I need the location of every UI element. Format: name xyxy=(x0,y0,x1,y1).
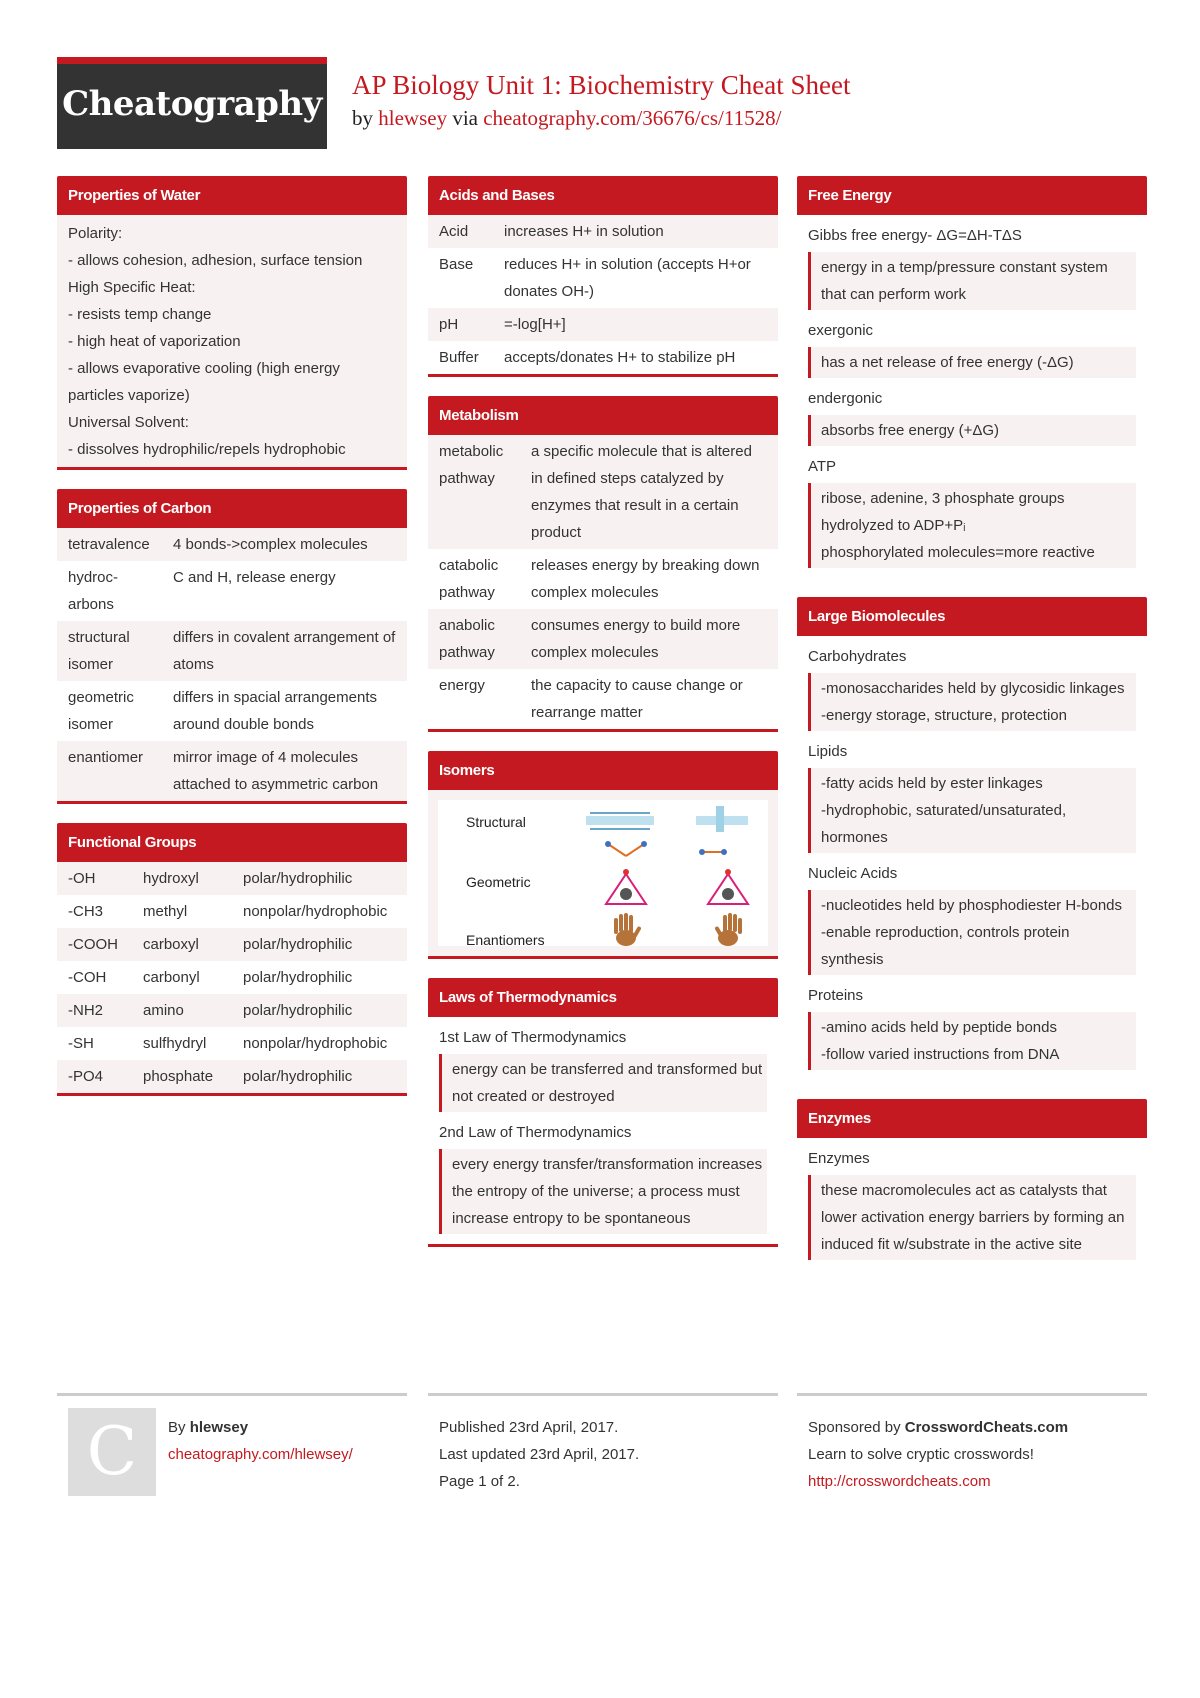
definition-line: energy in a temp/pressure constant system that can perform work xyxy=(821,259,1108,303)
term: catabolic pathway xyxy=(428,549,520,609)
footer-by: By xyxy=(168,1419,186,1436)
group-name: amino xyxy=(132,994,232,1027)
column-3 xyxy=(797,176,1147,1289)
isomers-figure xyxy=(428,790,778,956)
updated-date: Last updated 23rd April, 2017. xyxy=(439,1446,640,1463)
isomers-diagram xyxy=(438,800,768,946)
formula: -OH xyxy=(57,862,132,895)
sheet-url-link[interactable]: cheatography.com/36676/cs/11528/ xyxy=(483,106,782,130)
water-line: High Specific Heat: xyxy=(68,279,196,296)
formula: -SH xyxy=(57,1027,132,1060)
term: energy xyxy=(428,669,520,729)
definition: a specific molecule that is altered in defined steps catalyzed by enzymes that result in a certain product xyxy=(520,435,778,549)
definition xyxy=(808,415,1136,446)
free-energy-body xyxy=(797,215,1147,578)
definition: differs in covalent arrangement of atoms xyxy=(162,621,407,681)
table-row xyxy=(428,308,778,341)
group-name: phosphate xyxy=(132,1060,232,1093)
group-name: methyl xyxy=(132,895,232,928)
biomolecules-body xyxy=(797,636,1147,1080)
water-line: - allows cohesion, adhesion, surface tension xyxy=(68,252,363,269)
term: tetravalence xyxy=(57,528,162,561)
isomer-label-structural: Structural xyxy=(466,814,526,830)
section-enzymes xyxy=(797,1099,1147,1270)
definition-line: -enable reproduction, controls protein synthesis xyxy=(821,924,1070,968)
footer-dates xyxy=(428,1393,778,1495)
author-link[interactable]: hlewsey xyxy=(378,106,448,130)
term: anabolic pathway xyxy=(428,609,520,669)
definition: the capacity to cause change or rearrange matter xyxy=(520,669,778,729)
water-line: - resists temp change xyxy=(68,306,212,323)
logo-text: Cheatography xyxy=(62,84,322,124)
table-row xyxy=(428,435,778,549)
table-row xyxy=(57,528,407,561)
water-line: Polarity: xyxy=(68,225,123,242)
definition-line: phosphorylated molecules=more reactive xyxy=(821,544,1095,561)
term: Nucleic Acids xyxy=(808,865,898,882)
page-title: AP Biology Unit 1: Biochemistry Cheat Sheet xyxy=(352,70,851,100)
definition xyxy=(808,890,1136,975)
term: Proteins xyxy=(808,987,864,1004)
footer-author-link[interactable]: cheatography.com/hlewsey/ xyxy=(168,1446,353,1463)
term: endergonic xyxy=(808,390,883,407)
definition xyxy=(808,347,1136,378)
section-metabolism xyxy=(428,396,778,732)
definition-line: -nucleotides held by phosphodiester H-bonds xyxy=(821,897,1123,914)
law-title: 1st Law of Thermodynamics xyxy=(439,1029,627,1046)
table-row xyxy=(428,215,778,248)
law-text: energy can be transferred and transformed but not created or destroyed xyxy=(439,1054,767,1112)
table-row xyxy=(57,561,407,621)
term: hydrocarbons xyxy=(57,561,162,621)
cheatography-logo[interactable] xyxy=(57,57,327,149)
polarity: polar/hydrophilic xyxy=(232,862,407,895)
table-row xyxy=(428,669,778,729)
table-row xyxy=(428,549,778,609)
definition: releases energy by breaking down complex molecules xyxy=(520,549,778,609)
table-row xyxy=(57,1060,407,1093)
definition: C and H, release energy xyxy=(162,561,407,621)
group-name: sulfhydryl xyxy=(132,1027,232,1060)
isomer-label-enantiomers: Enantiomers xyxy=(466,932,545,948)
page-number: Page 1 of 2. xyxy=(439,1473,520,1490)
footer-by-line xyxy=(168,1414,407,1441)
published-date: Published 23rd April, 2017. xyxy=(439,1419,619,1436)
acids-table xyxy=(428,215,778,374)
definition-line: absorbs free energy (+ΔG) xyxy=(821,422,1000,439)
sponsor-text: Learn to solve cryptic crosswords! xyxy=(808,1446,1034,1463)
definition-line: -monosaccharides held by glycosidic linkages xyxy=(821,680,1125,697)
isomers-molecules-illustration xyxy=(578,800,768,946)
definition: differs in spacial arrangements around double bonds xyxy=(162,681,407,741)
section-acids-and-bases xyxy=(428,176,778,377)
water-line: - allows evaporative cooling (high energy particles vaporize) xyxy=(68,360,340,404)
section-title: Enzymes xyxy=(797,1099,1147,1138)
sponsor-name[interactable]: CrosswordCheats.com xyxy=(904,1419,1069,1436)
term: Acid xyxy=(428,215,493,248)
definition xyxy=(808,1012,1136,1070)
definition-line: -hydrophobic, saturated/unsaturated, hormones xyxy=(821,802,1067,846)
water-body xyxy=(57,215,407,467)
section-properties-of-water xyxy=(57,176,407,470)
table-row xyxy=(57,681,407,741)
definition: increases H+ in solution xyxy=(493,215,778,248)
table-row xyxy=(428,341,778,374)
polarity: nonpolar/hydrophobic xyxy=(232,1027,407,1060)
definition-line: -follow varied instructions from DNA xyxy=(821,1046,1060,1063)
section-title: Functional Groups xyxy=(57,823,407,862)
law-title: 2nd Law of Thermodynamics xyxy=(439,1124,632,1141)
term: ATP xyxy=(808,458,837,475)
section-functional-groups xyxy=(57,823,407,1096)
definition xyxy=(808,768,1136,853)
avatar: C xyxy=(68,1408,156,1496)
section-properties-of-carbon xyxy=(57,489,407,804)
enzymes-body xyxy=(797,1138,1147,1270)
definition-line: -energy storage, structure, protection xyxy=(821,707,1067,724)
polarity: polar/hydrophilic xyxy=(232,994,407,1027)
term: structural isomer xyxy=(57,621,162,681)
table-row xyxy=(57,895,407,928)
thermo-body xyxy=(428,1017,778,1244)
isomer-label-geometric: Geometric xyxy=(466,874,531,890)
term: Lipids xyxy=(808,743,848,760)
sponsor-prefix: Sponsored by xyxy=(808,1419,901,1436)
formula: -COOH xyxy=(57,928,132,961)
column-2 xyxy=(428,176,778,1266)
water-line: - dissolves hydrophilic/repels hydrophobic xyxy=(68,441,346,458)
section-title: Laws of Thermodynamics xyxy=(428,978,778,1017)
table-row xyxy=(57,1027,407,1060)
group-name: carboxyl xyxy=(132,928,232,961)
term: metabolic pathway xyxy=(428,435,520,549)
water-line: - high heat of vaporization xyxy=(68,333,241,350)
definition-line: has a net release of free energy (-ΔG) xyxy=(821,354,1074,371)
footer-sponsor xyxy=(797,1393,1147,1495)
water-line: Universal Solvent: xyxy=(68,414,189,431)
definition: 4 bonds->complex molecules xyxy=(162,528,407,561)
definition xyxy=(808,1175,1136,1260)
sponsor-link[interactable]: http://crosswordcheats.com xyxy=(808,1473,991,1490)
section-title: Large Biomolecules xyxy=(797,597,1147,636)
definition xyxy=(808,252,1136,310)
term: Base xyxy=(428,248,493,308)
table-row xyxy=(57,862,407,895)
table-row xyxy=(428,248,778,308)
section-large-biomolecules xyxy=(797,597,1147,1080)
section-title: Properties of Water xyxy=(57,176,407,215)
formula: -COH xyxy=(57,961,132,994)
carbon-table xyxy=(57,528,407,801)
law-text: every energy transfer/transformation increases the entropy of the universe; a process must increase entropy to be spontaneous xyxy=(439,1149,767,1234)
footer-author xyxy=(57,1393,407,1490)
formula: -NH2 xyxy=(57,994,132,1027)
table-row xyxy=(57,928,407,961)
column-1 xyxy=(57,176,407,1115)
section-laws-of-thermodynamics xyxy=(428,978,778,1247)
section-isomers xyxy=(428,751,778,959)
definition-line: these macromolecules act as catalysts that lower activation energy barriers by forming an induced fit w/substrate in the active site xyxy=(821,1182,1125,1253)
term: Carbohydrates xyxy=(808,648,907,665)
definition-line: -fatty acids held by ester linkages xyxy=(821,775,1043,792)
byline xyxy=(352,106,781,131)
polarity: polar/hydrophilic xyxy=(232,1060,407,1093)
byline-by: by xyxy=(352,106,373,130)
definition xyxy=(808,483,1136,568)
polarity: polar/hydrophilic xyxy=(232,961,407,994)
definition: mirror image of 4 molecules attached to asymmetric carbon xyxy=(162,741,407,801)
term: geometric isomer xyxy=(57,681,162,741)
definition: consumes energy to build more complex molecules xyxy=(520,609,778,669)
section-title: Free Energy xyxy=(797,176,1147,215)
definition-line: -amino acids held by peptide bonds xyxy=(821,1019,1057,1036)
term: Gibbs free energy- ΔG=ΔH-TΔS xyxy=(808,227,1022,244)
term: exergonic xyxy=(808,322,874,339)
sponsor-line xyxy=(808,1414,1147,1441)
table-row xyxy=(57,961,407,994)
term: Buffer xyxy=(428,341,493,374)
definition: reduces H+ in solution (accepts H+or donates OH-) xyxy=(493,248,778,308)
group-name: carbonyl xyxy=(132,961,232,994)
section-title: Acids and Bases xyxy=(428,176,778,215)
table-row xyxy=(57,741,407,801)
term: enantiomer xyxy=(57,741,162,801)
formula: -PO4 xyxy=(57,1060,132,1093)
definition: accepts/donates H+ to stabilize pH xyxy=(493,341,778,374)
footer-author-name[interactable]: hlewsey xyxy=(189,1419,249,1436)
group-name: hydroxyl xyxy=(132,862,232,895)
functional-table xyxy=(57,862,407,1093)
metabolism-table xyxy=(428,435,778,729)
byline-via: via xyxy=(452,106,478,130)
section-title: Isomers xyxy=(428,751,778,790)
section-title: Properties of Carbon xyxy=(57,489,407,528)
table-row xyxy=(428,609,778,669)
definition: =-log[H+] xyxy=(493,308,778,341)
definition-line: hydrolyzed to ADP+Pᵢ xyxy=(821,517,966,534)
table-row xyxy=(57,994,407,1027)
table-row xyxy=(57,621,407,681)
definition xyxy=(808,673,1136,731)
formula: -CH3 xyxy=(57,895,132,928)
section-title: Metabolism xyxy=(428,396,778,435)
term: Enzymes xyxy=(808,1150,870,1167)
section-free-energy xyxy=(797,176,1147,578)
polarity: polar/hydrophilic xyxy=(232,928,407,961)
definition-line: ribose, adenine, 3 phosphate groups xyxy=(821,490,1065,507)
polarity: nonpolar/hydrophobic xyxy=(232,895,407,928)
term: pH xyxy=(428,308,493,341)
